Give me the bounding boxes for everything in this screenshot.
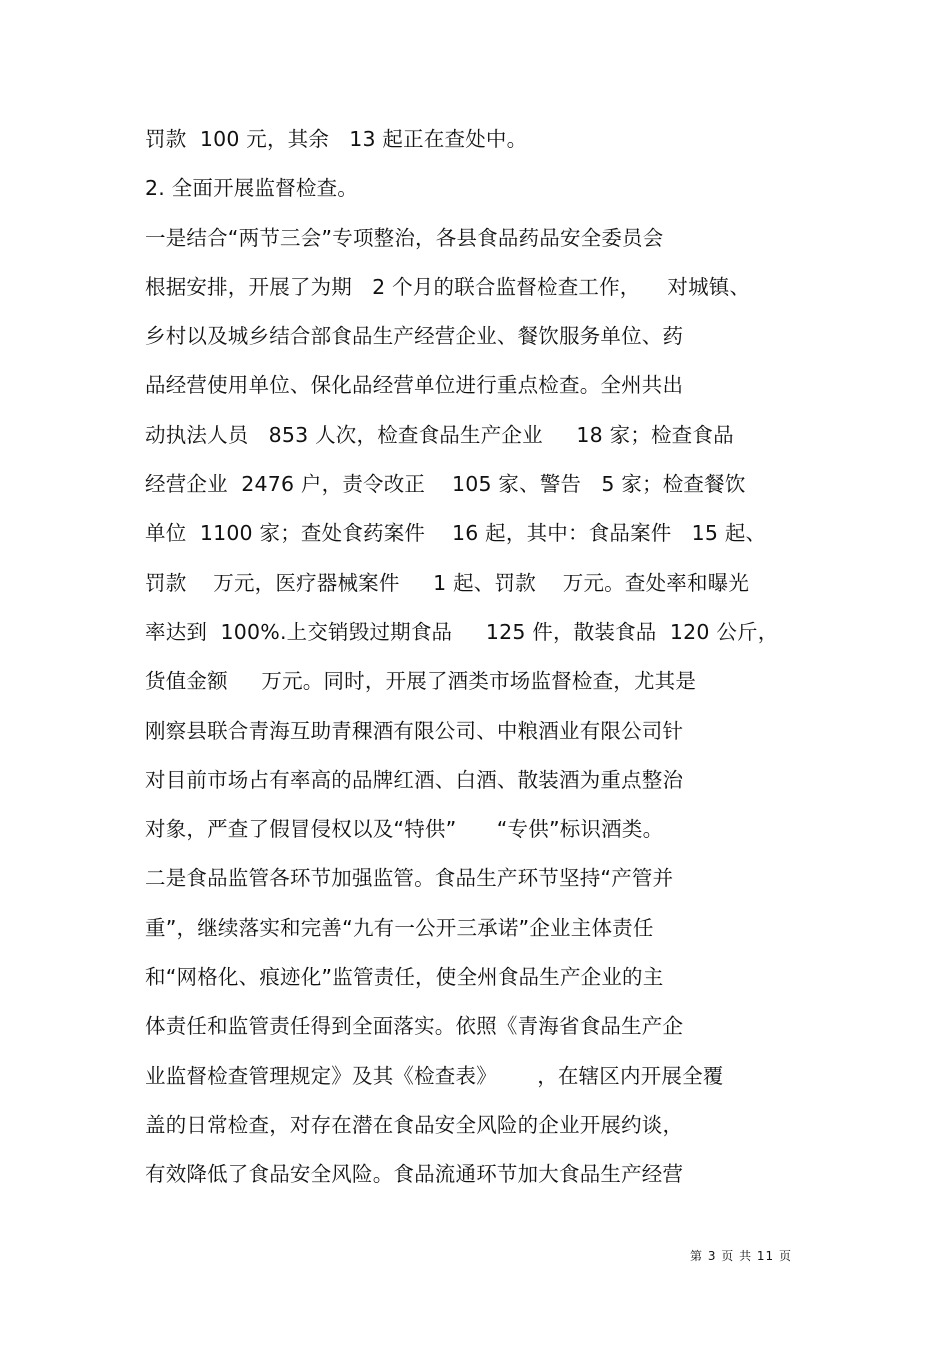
text-line: 二是食品监管各环节加强监管。食品生产环节坚持“产管并 (145, 866, 674, 891)
text-line: 品经营使用单位、保化品经营单位进行重点检查。全州共出 (145, 373, 684, 398)
text-line: 对象，严查了假冒侵权以及“特供” “专供”标识酒类。 (145, 817, 664, 842)
text-line: 根据安排，开展了为期 2 个月的联合监督检查工作， 对城镇、 (145, 274, 751, 299)
text-line: 和“网格化、痕迹化”监管责任，使全州食品生产企业的主 (145, 965, 664, 990)
text-line: 有效降低了食品安全风险。食品流通环节加大食品生产经营 (145, 1162, 684, 1187)
body-text (145, 121, 845, 1206)
text-line: 经营企业 2476 户，责令改正 105 家、警告 5 家；检查餐饮 (145, 472, 746, 497)
text-line: 罚款 万元，医疗器械案件 1 起、罚款 万元。查处率和曝光 (145, 570, 750, 595)
text-line: 体责任和监管责任得到全面落实。依照《青海省食品生产企 (145, 1014, 684, 1039)
text-line: 一是结合“两节三会”专项整治，各县食品药品安全委员会 (145, 225, 664, 250)
text-line: 单位 1100 家；查处食药案件 16 起，其中：食品案件 15 起、 (145, 521, 767, 546)
text-line: 罚款 100 元，其余 13 起正在查处中。 (145, 127, 528, 151)
text-line: 对目前市场占有率高的品牌红酒、白酒、散装酒为重点整治 (145, 767, 684, 792)
text-line: 乡村以及城乡结合部食品生产经营企业、餐饮服务单位、药 (145, 324, 684, 349)
text-line: 刚察县联合青海互助青稞酒有限公司、中粮酒业有限公司针 (145, 718, 684, 743)
text-line: 率达到 100%.上交销毁过期食品 125 件，散装食品 120 公斤， (145, 619, 779, 644)
text-line: 业监督检查管理规定》及其《检查表》 ，在辖区内开展全覆 (145, 1063, 724, 1088)
text-line: 货值金额 万元。同时，开展了酒类市场监督检查，尤其是 (145, 669, 697, 694)
text-line: 盖的日常检查，对存在潜在食品安全风险的企业开展约谈， (145, 1112, 684, 1137)
section-heading: 2. 全面开展监督检查。 (145, 176, 358, 201)
text-line: 重”，继续落实和完善“九有一公开三承诺”企业主体责任 (145, 915, 654, 940)
text-line: 动执法人员 853 人次，检查食品生产企业 18 家；检查食品 (145, 422, 734, 447)
page-number-footer: 第 3 页 共 11 页 (690, 1249, 792, 1263)
